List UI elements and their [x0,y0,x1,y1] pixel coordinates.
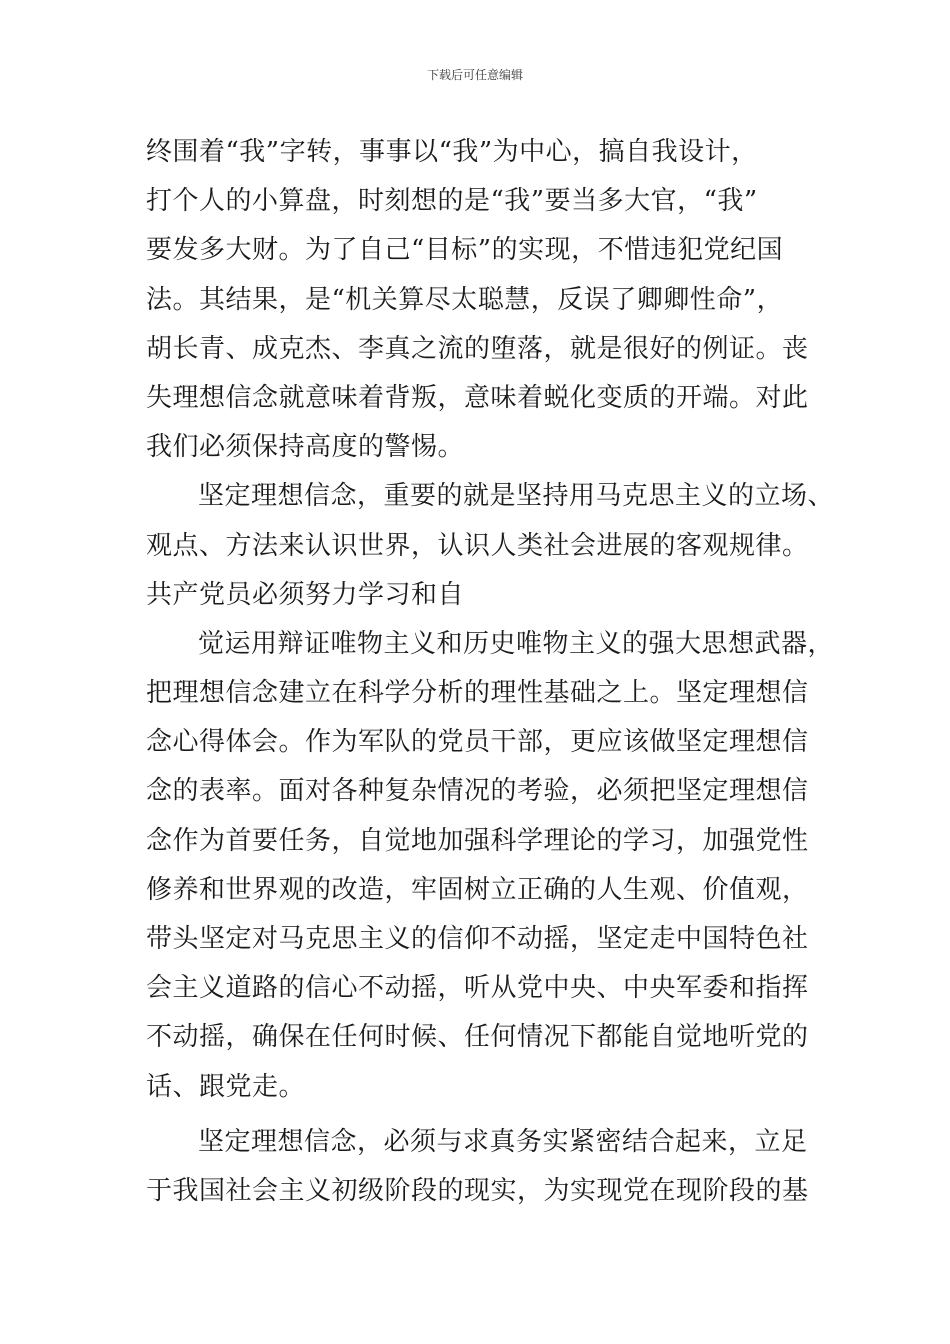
paragraph-start-line: 觉运用辩证唯物主义和历史唯物主义的强大思想武器， [198,628,835,659]
text-line: 胡长青、成克杰、李真之流的堕落，就是很好的例证。丧 [146,333,809,364]
text-line: 修养和世界观的改造，牢固树立正确的人生观、价值观， [146,874,809,905]
text-line: 念作为首要任务，自觉地加强科学理论的学习，加强党性 [146,825,809,856]
page-header-note: 下载后可任意编辑 [426,68,523,82]
text-line: 话、跟党走。 [146,1071,306,1102]
text-line: 失理想信念就意味着背叛，意味着蜕化变质的开端。对此 [146,382,809,413]
text-line: 把理想信念建立在科学分析的理性基础之上。坚定理想信 [146,678,809,709]
text-line: 于我国社会主义初级阶段的现实，为实现党在现阶段的基 [146,1175,809,1206]
text-line: 终围着“我”字转，事事以“我”为中心，搞自我设计， [146,137,758,167]
text-line: 带头坚定对马克思主义的信仰不动摇，坚定走中国特色社 [146,924,809,954]
text-line: 会主义道路的信心不动摇，听从党中央、中央军委和指挥 [146,973,809,1004]
text-line: 要发多大财。为了自己“目标”的实现，不惜违犯党纪国 [146,235,784,266]
text-line: 观点、方法来认识世界，认识人类社会进展的客观规律。 [146,530,809,561]
text-line: 打个人的小算盘，时刻想的是“我”要当多大官，“我” [146,186,758,217]
text-line: 共产党员必须努力学习和自 [146,579,465,610]
document-body [146,128,836,1216]
text-line: 法。其结果，是“机关算尽太聪慧，反误了卿卿性命”， [146,284,784,315]
text-line: 不动摇，确保在任何时候、任何情况下都能自觉地听党的 [146,1022,809,1053]
text-line: 念的表率。面对各种复杂情况的考验，必须把坚定理想信 [146,776,809,807]
text-line: 我们必须保持高度的警惕。 [146,432,465,463]
text-line: 念心得体会。作为军队的党员干部，更应该做坚定理想信 [146,727,809,758]
paragraph-start-line: 坚定理想信念，重要的就是坚持用马克思主义的立场、 [198,481,835,512]
paragraph-start-line: 坚定理想信念，必须与求真务实紧密结合起来，立足 [198,1126,808,1157]
